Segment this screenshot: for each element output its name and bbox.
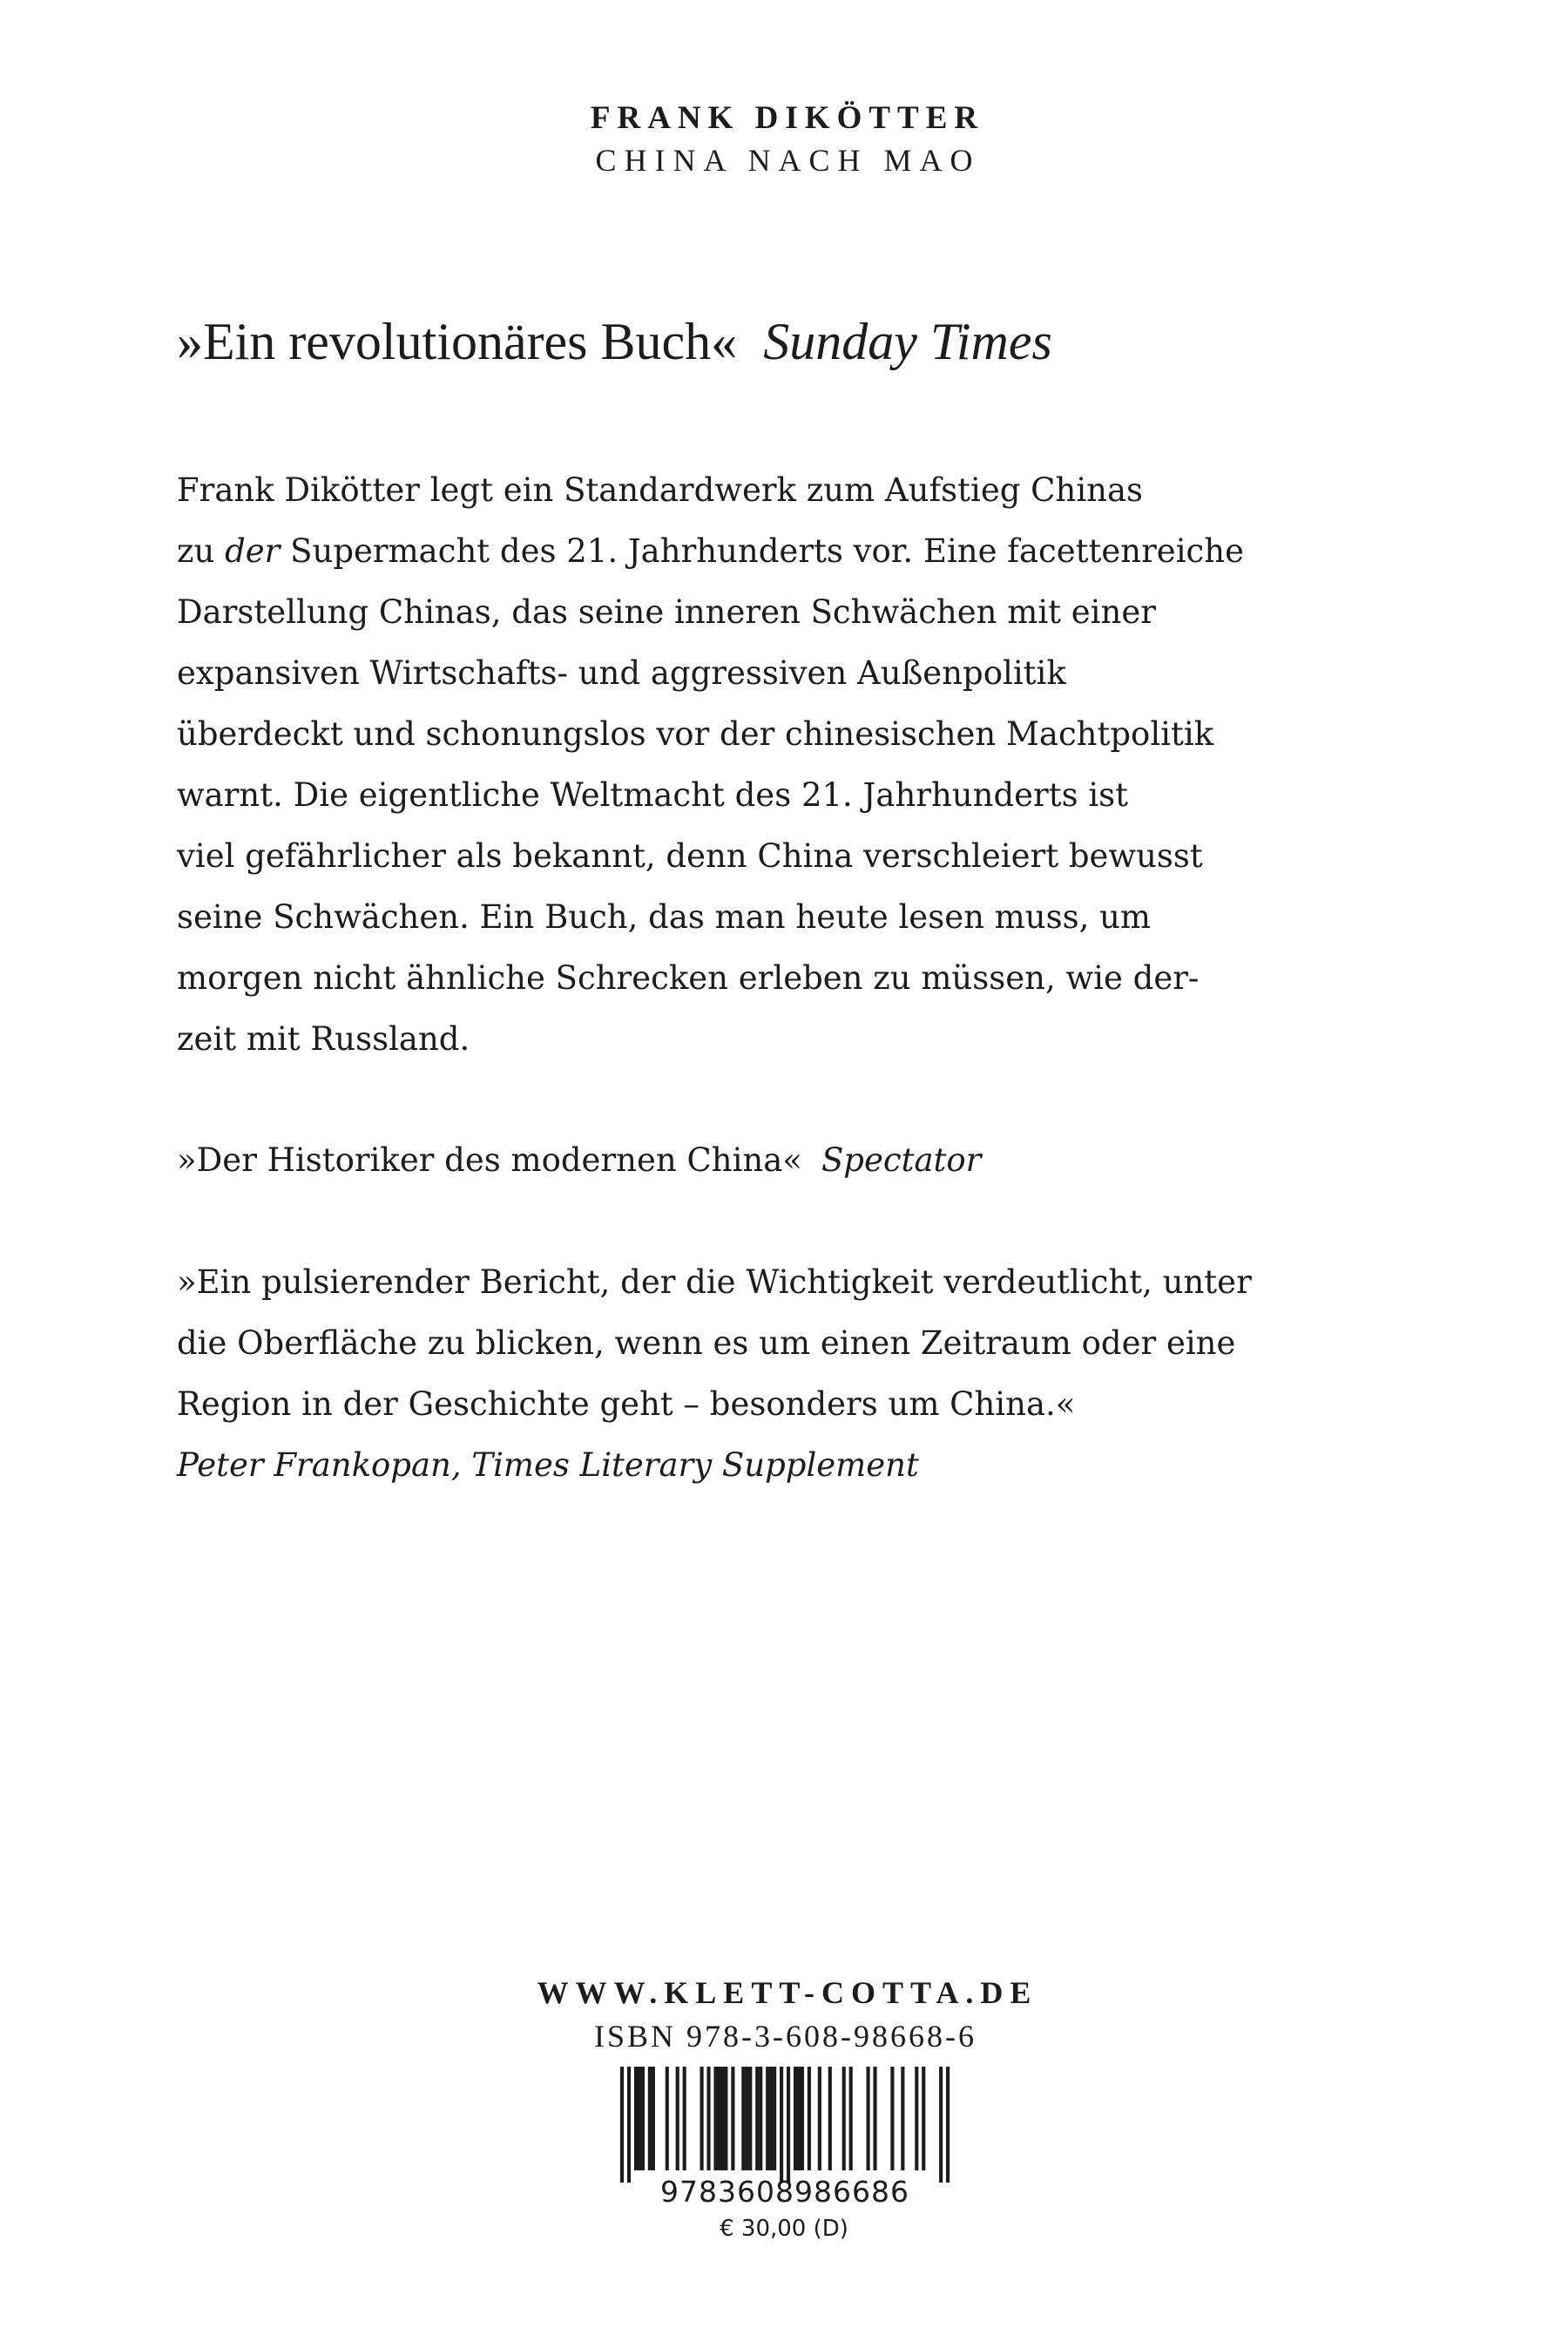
barcode-bar <box>922 2067 925 2170</box>
description-line <box>177 521 1431 582</box>
barcode-bar <box>741 2067 745 2170</box>
publisher-url: WWW.KLETT-COTTA.DE <box>537 1975 1038 2010</box>
description-line: Darstellung Chinas, das seine inneren Schwächen mit einer <box>177 593 1156 631</box>
barcode-bar <box>759 2067 762 2170</box>
barcode-bar <box>627 2067 631 2183</box>
barcode-bar <box>842 2067 846 2170</box>
barcode-bar <box>818 2067 821 2170</box>
book-description <box>177 460 1431 1070</box>
publisher-footer <box>0 1971 1568 2058</box>
barcode-bar <box>901 2067 904 2170</box>
spectator-review-quote <box>177 1130 981 1191</box>
barcode <box>612 2067 957 2209</box>
tls-review-quote <box>177 1252 1252 1496</box>
quote3-line: Region in der Geschichte geht – besonders um China.« <box>177 1385 1076 1423</box>
barcode-bar <box>873 2067 876 2170</box>
author-name: FRANK DIKÖTTER <box>590 100 985 136</box>
barcode-bar <box>713 2067 717 2170</box>
description-line: expansiven Wirtschafts- und aggressiven Außenpolitik <box>177 654 1066 692</box>
barcode-bar <box>808 2067 811 2170</box>
barcode-bar <box>676 2067 679 2170</box>
description-line: zeit mit Russland. <box>177 1020 470 1058</box>
barcode-bar <box>801 2067 804 2170</box>
barcode-bar <box>939 2067 943 2183</box>
barcode-bar <box>634 2067 638 2170</box>
isbn-number: ISBN 978-3-608-98668-6 <box>594 2019 977 2054</box>
price-label: € 30,00 (D) <box>720 2216 848 2242</box>
barcode-bar <box>745 2067 748 2170</box>
barcode-bar <box>620 2067 624 2183</box>
barcode-bar <box>890 2067 894 2170</box>
barcode-bar <box>700 2067 704 2170</box>
barcode-bar <box>915 2067 918 2170</box>
book-title: CHINA NACH MAO <box>595 143 981 178</box>
barcode-number: 9783608986686 <box>660 2175 909 2209</box>
barcode-bar <box>648 2067 652 2170</box>
barcode-bar <box>769 2067 773 2170</box>
quote3-line: »Ein pulsierender Bericht, der die Wichtigkeit verdeutlicht, unter <box>177 1263 1252 1301</box>
barcode-bar <box>755 2067 759 2170</box>
description-emphasis: der <box>225 532 280 570</box>
barcode-bar <box>780 2067 783 2183</box>
description-line: Frank Dikötter legt ein Standardwerk zum Aufstieg Chinas <box>177 471 1144 509</box>
barcode-bar <box>946 2067 950 2183</box>
quote3-line: die Oberfläche zu blicken, wenn es um einen Zeitraum oder eine <box>177 1324 1236 1362</box>
barcode-bar <box>849 2067 853 2170</box>
barcode-bar <box>641 2067 645 2170</box>
barcode-bar <box>652 2067 655 2170</box>
barcode-bar <box>867 2067 870 2170</box>
barcode-bar <box>720 2067 724 2170</box>
quote2-source: Spectator <box>821 1141 982 1179</box>
barcode-bar <box>797 2067 801 2170</box>
description-line: morgen nicht ähnliche Schrecken erleben zu müssen, wie der- <box>177 959 1200 997</box>
barcode-bar <box>724 2067 727 2170</box>
lead-quote-source: Sunday Times <box>763 313 1052 370</box>
description-line: überdeckt und schonungslos vor der chinesischen Machtpolitik <box>177 715 1214 753</box>
barcode-bars <box>612 2067 957 2183</box>
barcode-bar <box>731 2067 734 2170</box>
lead-review-quote <box>177 307 1052 376</box>
description-line: warnt. Die eigentliche Weltmacht des 21. Jahrhunderts ist <box>177 776 1129 814</box>
description-line: viel gefährlicher als bekannt, denn China verschleiert bewusst <box>177 837 1203 875</box>
quote2-text: »Der Historiker des modernen China« <box>177 1141 802 1179</box>
barcode-bar <box>717 2067 720 2170</box>
barcode-bar <box>748 2067 752 2170</box>
barcode-bar <box>773 2067 776 2170</box>
description-line: seine Schwächen. Ein Buch, das man heute lesen muss, um <box>177 898 1152 936</box>
lead-quote-text: »Ein revolutionäres Buch« <box>177 313 738 370</box>
description-text: zu <box>177 532 226 570</box>
barcode-bar <box>766 2067 769 2170</box>
barcode-bar <box>683 2067 686 2170</box>
barcode-bar <box>794 2067 797 2170</box>
description-text: Supermacht des 21. Jahrhunderts vor. Eine facettenreiche <box>280 532 1244 570</box>
barcode-bar <box>638 2067 641 2170</box>
barcode-bar <box>828 2067 832 2170</box>
barcode-bar <box>787 2067 790 2183</box>
barcode-bar <box>706 2067 710 2170</box>
barcode-bar <box>666 2067 669 2170</box>
quote3-attribution: Peter Frankopan, Times Literary Supplement <box>177 1446 919 1484</box>
book-header <box>0 98 1568 181</box>
